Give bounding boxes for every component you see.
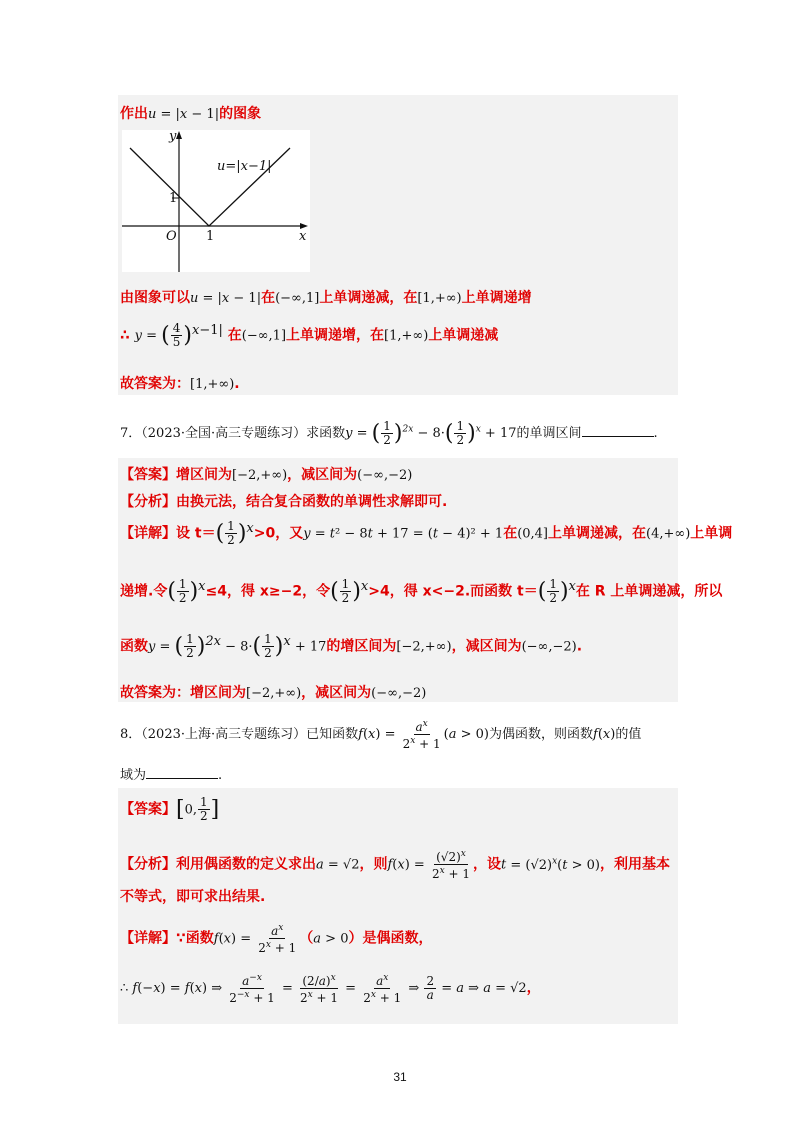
page-number: 31 bbox=[393, 1070, 407, 1084]
answer-line: 【答案】[0, $\frac{1}{2}$ ] bbox=[120, 795, 220, 823]
analysis-line-cont: 不等式，即可求出结果. bbox=[120, 889, 266, 905]
answer-blank bbox=[146, 766, 218, 779]
abs-value-graph bbox=[122, 130, 310, 272]
question-7: 7．（2023·全国·高三专题练习）求函数y = ( $\frac{1}{2}$ )$^{2x}$ − 8·( $\frac{1}{2}$ )$^x$ + 17的单调区间 . bbox=[120, 419, 658, 447]
detail-line: 【详解】∵函数f(x) = $\frac{a^x}{2^x + 1}$ （a > 0）是偶函数， bbox=[120, 923, 433, 955]
detail-derivation: ∴ f(−x) = f(x) ⇒ $\frac{a^{-x}}{2^{-x} + 1}$ = $\frac{(2/a)^x}{2^x + 1}$ = $\frac{a^x}{2^x + 1}$ ⇒ $\frac{2}{a}$ = a ⇒ a = √2， bbox=[120, 973, 541, 1005]
answer-line: 【答案】增区间为[−2,+∞)，减区间为(−∞,−2) bbox=[120, 467, 413, 483]
step-line: ∴ y = ( $\frac{4}{5}$ )$^{x-1|}$ 在(−∞,1]上单调递增，在[1,+∞)上单调递减 bbox=[120, 321, 499, 349]
detail-line: 【详解】设 t＝( $\frac{1}{2}$ )$^x$>0，又y = t² − 8t + 17 = (t − 4)² + 1在(0,4]上单调递减，在(4,+∞)上单调 bbox=[120, 519, 733, 547]
x-axis-label: x bbox=[299, 229, 307, 244]
y-axis-label: y bbox=[169, 130, 177, 144]
question-8: 8．（2023·上海·高三专题练习）已知函数f(x) = $\frac{a^x}{2^x + 1}$ (a > 0)为偶函数，则函数f(x)的值 bbox=[120, 719, 642, 751]
origin-label: O bbox=[166, 229, 177, 244]
step-line: 故答案为：[1,+∞). bbox=[120, 376, 240, 392]
graph-function-label: u=|x−1| bbox=[217, 159, 272, 174]
y-one-label: 1 bbox=[169, 191, 178, 206]
detail-line: 函数y = ( $\frac{1}{2}$ )$^{2x}$ − 8·( $\frac{1}{2}$ )$^x$ + 17的增区间为[−2,+∞)，减区间为(−∞,−2). bbox=[120, 632, 583, 660]
question-8-cont: 域为 . bbox=[120, 768, 223, 783]
detail-line: 递增.令( $\frac{1}{2}$ )$^x$≤4，得 x≥−2，令( $\frac{1}{2}$ )$^x$>4，得 x<−2.而函数 t＝( $\frac{1}{2}$ )$^x$在 R 上单调递减，所以 bbox=[120, 577, 723, 605]
step-line: 由图象可以u = |x − 1|在(−∞,1]上单调递减，在[1,+∞)上单调递增 bbox=[120, 290, 532, 306]
analysis-line: 【分析】由换元法，结合复合函数的单调性求解即可. bbox=[120, 494, 448, 510]
step-line: 作出u = |x − 1|的图象 bbox=[120, 106, 262, 122]
answer-blank bbox=[582, 424, 654, 437]
x-one-label: 1 bbox=[206, 229, 215, 244]
final-answer-line: 故答案为：增区间为[−2,+∞)，减区间为(−∞,−2) bbox=[120, 685, 427, 701]
analysis-line: 【分析】利用偶函数的定义求出a = √2，则f(x) = $\frac{(√2)^x}{2^x + 1}$ ，设$t = (√2)^x(t > 0)$，利用基本 bbox=[120, 849, 670, 881]
